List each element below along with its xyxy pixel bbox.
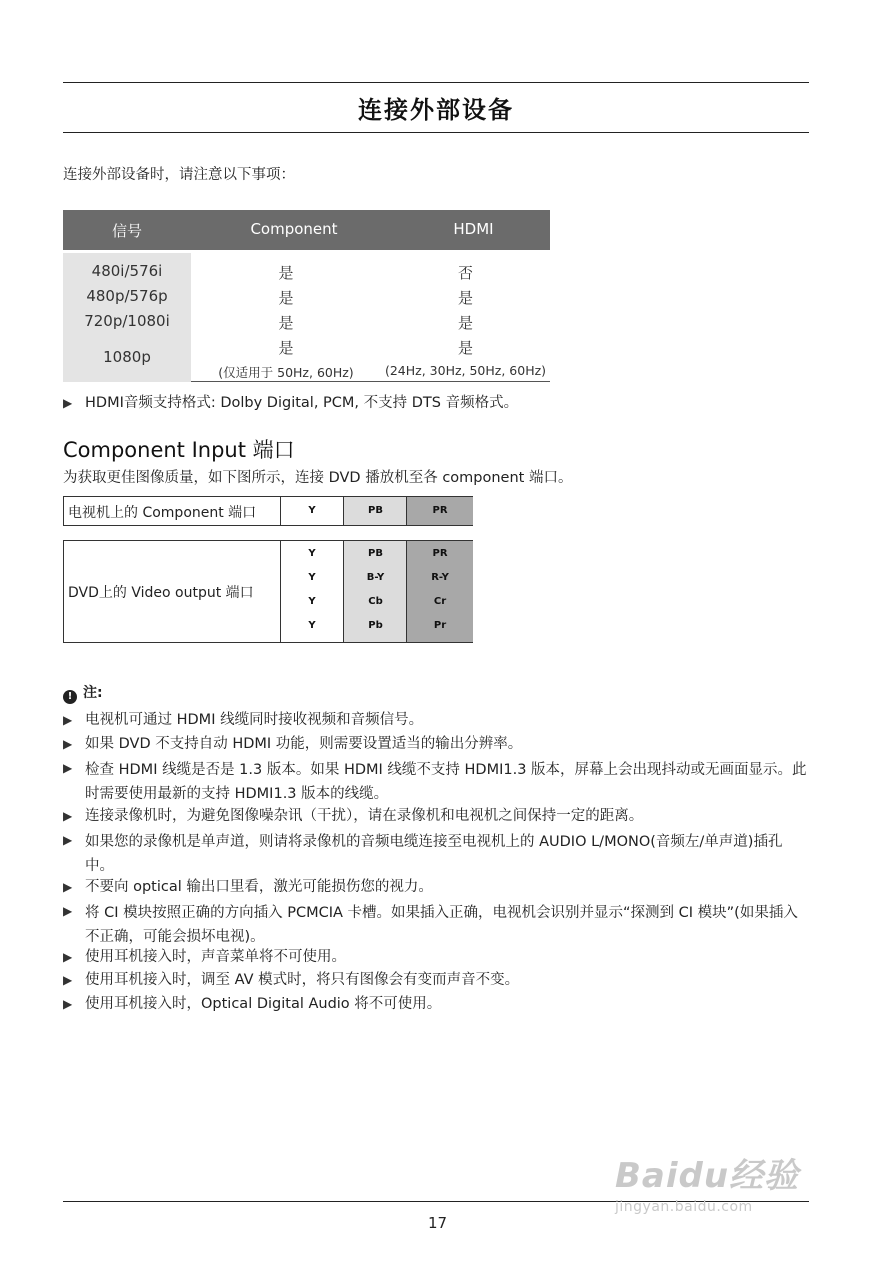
section-heading: Component Input 端口 [63,438,295,462]
arrow-icon: ▶ [63,973,73,987]
header-component: Component [250,220,338,238]
arrow-icon: ▶ [63,713,73,727]
title-rule [63,132,809,133]
component-freq-note: (仅适用于 50Hz, 60Hz) [218,365,354,380]
watermark [615,1148,825,1215]
baidu-logo: Baidu经验 [615,1156,800,1196]
tv-col-pb: PB [343,497,407,525]
signal-720p: 720p/1080i [84,312,170,330]
hdmi-cell: 是 [457,339,473,357]
hdmi-cell: 是 [457,289,473,307]
arrow-icon: ▶ [63,396,73,410]
signal-table-header [63,210,550,250]
hdmi-freq-note: (24Hz, 30Hz, 50Hz, 60Hz) [384,363,547,378]
page-title: 连接外部设备 [358,96,514,124]
component-cell: 是 [278,314,294,332]
exclamation-icon: ! [63,690,77,704]
arrow-icon: ▶ [63,809,73,823]
table-bottom-rule [191,381,550,382]
header-hdmi: HDMI [453,220,494,238]
intro-text: 连接外部设备时，请注意以下事项： [63,167,295,183]
dvd-port-label: DVD上的 Video output 端口 [68,585,254,601]
dvd-col-pr: PR R-Y Cr Pr [406,541,473,642]
hdmi-cell: 是 [457,314,473,332]
section-description: 为获取更佳图像质量，如下图所示，连接 DVD 播放机至各 component 端口。 [63,470,573,486]
arrow-icon: ▶ [63,997,73,1011]
header-signal: 信号 [111,222,142,240]
notes-title: ! 注: [63,682,103,704]
tv-col-pr: PR [406,497,473,525]
tv-port-table [63,496,473,526]
arrow-icon: ▶ [63,950,73,964]
arrow-icon: ▶ [63,904,73,918]
arrow-icon: ▶ [63,737,73,751]
top-rule [63,82,809,83]
arrow-icon: ▶ [63,761,73,775]
signal-480p: 480p/576p [86,287,168,305]
page-number: 17 [427,1214,448,1232]
signal-1080p: 1080p [103,348,151,366]
component-cell: 是 [278,289,294,307]
tv-port-label: 电视机上的 Component 端口 [68,505,257,521]
signal-table-body [63,253,550,382]
signal-480i: 480i/576i [91,262,163,280]
component-cell: 是 [278,264,294,282]
arrow-icon: ▶ [63,833,73,847]
watermark-url: jingyan.baidu.com [615,1199,753,1215]
dvd-col-pb: PB B-Y Cb Pb [343,541,407,642]
dvd-col-y: Y Y Y Y [280,541,343,642]
component-cell: 是 [278,339,294,357]
tv-col-y: Y [280,497,343,525]
arrow-icon: ▶ [63,880,73,894]
dvd-port-table [63,540,473,643]
hdmi-cell: 否 [457,264,473,282]
